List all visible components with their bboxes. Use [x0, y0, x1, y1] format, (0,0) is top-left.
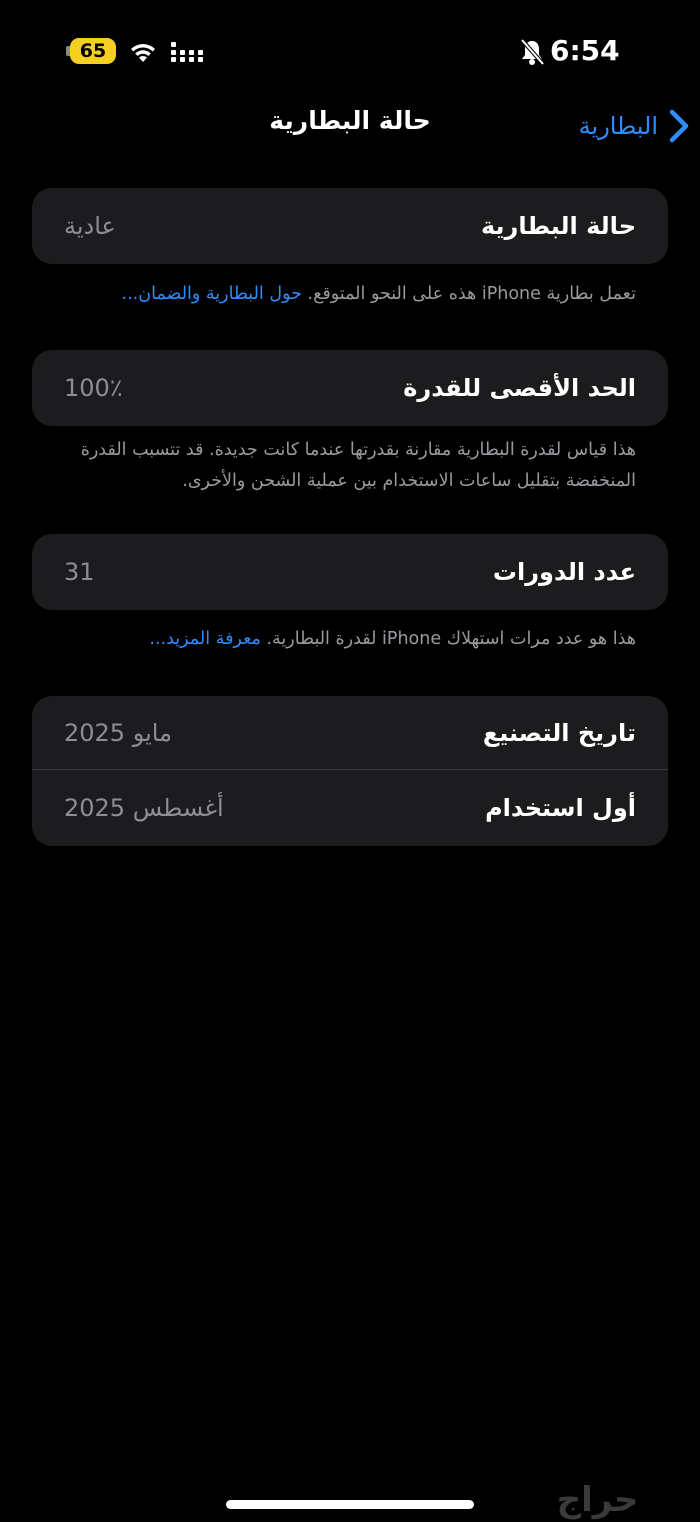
cycle-count-footnote-text: هذا هو عدد مرات استهلاك iPhone لقدرة البطارية. — [266, 629, 636, 649]
back-button[interactable] — [540, 104, 690, 148]
dates-group — [32, 696, 668, 846]
bell-slash-icon — [519, 38, 545, 66]
status-bar — [0, 0, 700, 100]
back-label: البطارية — [578, 112, 658, 140]
manufacture-date-label: تاريخ التصنيع — [482, 719, 636, 747]
battery-health-footnote-text: تعمل بطارية iPhone هذه على النحو المتوقع. — [307, 284, 636, 304]
learn-more-link[interactable]: معرفة المزيد... — [149, 629, 261, 649]
max-capacity-group — [32, 350, 668, 426]
chevron-right-icon — [668, 109, 690, 143]
cycle-count-row — [32, 534, 668, 610]
cellular-signal-icon — [170, 40, 206, 64]
battery-icon — [66, 38, 116, 66]
battery-warranty-link[interactable]: حول البطارية والضمان... — [121, 284, 302, 304]
page-title: حالة البطارية — [269, 106, 431, 135]
cycle-count-footnote — [64, 624, 636, 655]
wifi-icon — [128, 40, 158, 64]
battery-health-footnote — [64, 279, 636, 310]
manufacture-date-value: مايو 2025 — [64, 719, 172, 747]
status-time: 6:54 — [550, 34, 620, 67]
max-capacity-value: 100٪ — [64, 374, 123, 402]
cycle-count-group — [32, 534, 668, 610]
first-use-row — [32, 770, 668, 846]
cycle-count-label: عدد الدورات — [492, 558, 636, 586]
watermark-logo: حراج — [556, 1480, 639, 1520]
first-use-value: أغسطس 2025 — [64, 794, 224, 822]
battery-health-label: حالة البطارية — [480, 212, 636, 240]
max-capacity-footnote: هذا قياس لقدرة البطارية مقارنة بقدرتها عندما كانت جديدة. قد تتسبب القدرة المنخفضة بتقليل ساعات الاستخدام بين عملية الشحن والأخرى. — [80, 440, 636, 491]
max-capacity-row — [32, 350, 668, 426]
max-capacity-label: الحد الأقصى للقدرة — [403, 374, 636, 402]
home-indicator[interactable] — [226, 1500, 474, 1509]
first-use-label: أول استخدام — [485, 794, 636, 822]
cycle-count-value: 31 — [64, 558, 95, 586]
battery-health-row — [32, 188, 668, 264]
manufacture-date-row — [32, 696, 668, 770]
battery-health-value: عادية — [64, 212, 116, 240]
battery-health-group — [32, 188, 668, 264]
battery-level: 65 — [79, 40, 107, 62]
